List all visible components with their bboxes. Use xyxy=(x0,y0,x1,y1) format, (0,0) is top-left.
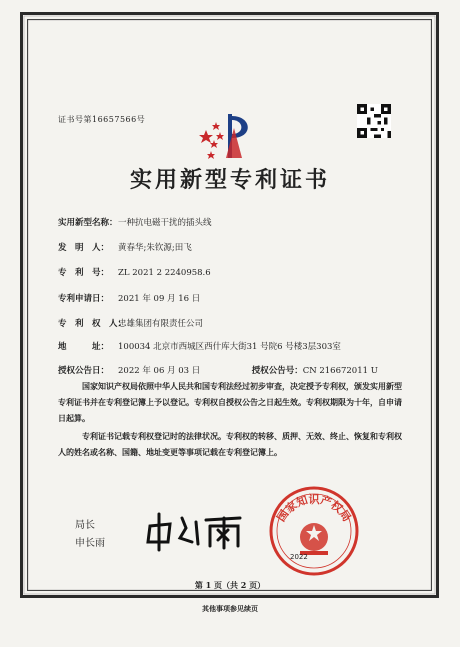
field-patentee: 专 利 权 人：忠雄集团有限责任公司 xyxy=(58,319,204,329)
cnipa-emblem-icon xyxy=(198,108,260,166)
grant-statement: 国家知识产权局依照中华人民共和国专利法经过初步审查，决定授予专利权，颁发实用新型专利证书并在专利登记簿上予以登记。专利权自授权公告之日起生效。专利权期限为十年，自申请日起算。 xyxy=(58,381,402,423)
footer-note: 其他事项参见续页 xyxy=(202,604,258,613)
field-patent-number: 专 利 号： ZL 2021 2 2240958.6 xyxy=(58,268,211,278)
director-title: 局长 xyxy=(75,520,95,531)
director-signature xyxy=(140,508,250,553)
svg-text:国家知识产权局: 国家知识产权局 xyxy=(274,493,354,525)
director-name: 申长雨 xyxy=(75,538,105,549)
page-number: 第 1 页（共 2 页） xyxy=(194,580,266,590)
certificate-number: 证书号第16657566号 xyxy=(58,115,146,124)
svg-text:2022: 2022 xyxy=(290,553,308,561)
cnipa-seal-icon xyxy=(268,485,360,577)
field-address: 地 址： 100034 北京市西城区西什库大街31 号院6 号楼3层303室 xyxy=(58,342,341,352)
field-utility-model-name: 实用新型名称：一种抗电磁干扰的插头线 xyxy=(58,218,212,228)
field-application-date: 专利申请日： 2021 年 09 月 16 日 xyxy=(58,294,201,304)
qr-code-icon xyxy=(357,104,391,138)
field-inventor: 发 明 人： 黄春华;朱钦源;田飞 xyxy=(58,243,192,253)
page-title: 实用新型专利证书 xyxy=(129,167,330,193)
legal-status-note: 专利证书记载专利权登记时的法律状况。专利权的转移、质押、无效、终止、恢复和专利权人的姓名或名称、国籍、地址变更等事项记载在专利登记簿上。 xyxy=(58,431,402,457)
field-grant-date: 授权公告日： 2022 年 06 月 03 日 授权公告号：CN 216672011 U xyxy=(58,366,378,376)
